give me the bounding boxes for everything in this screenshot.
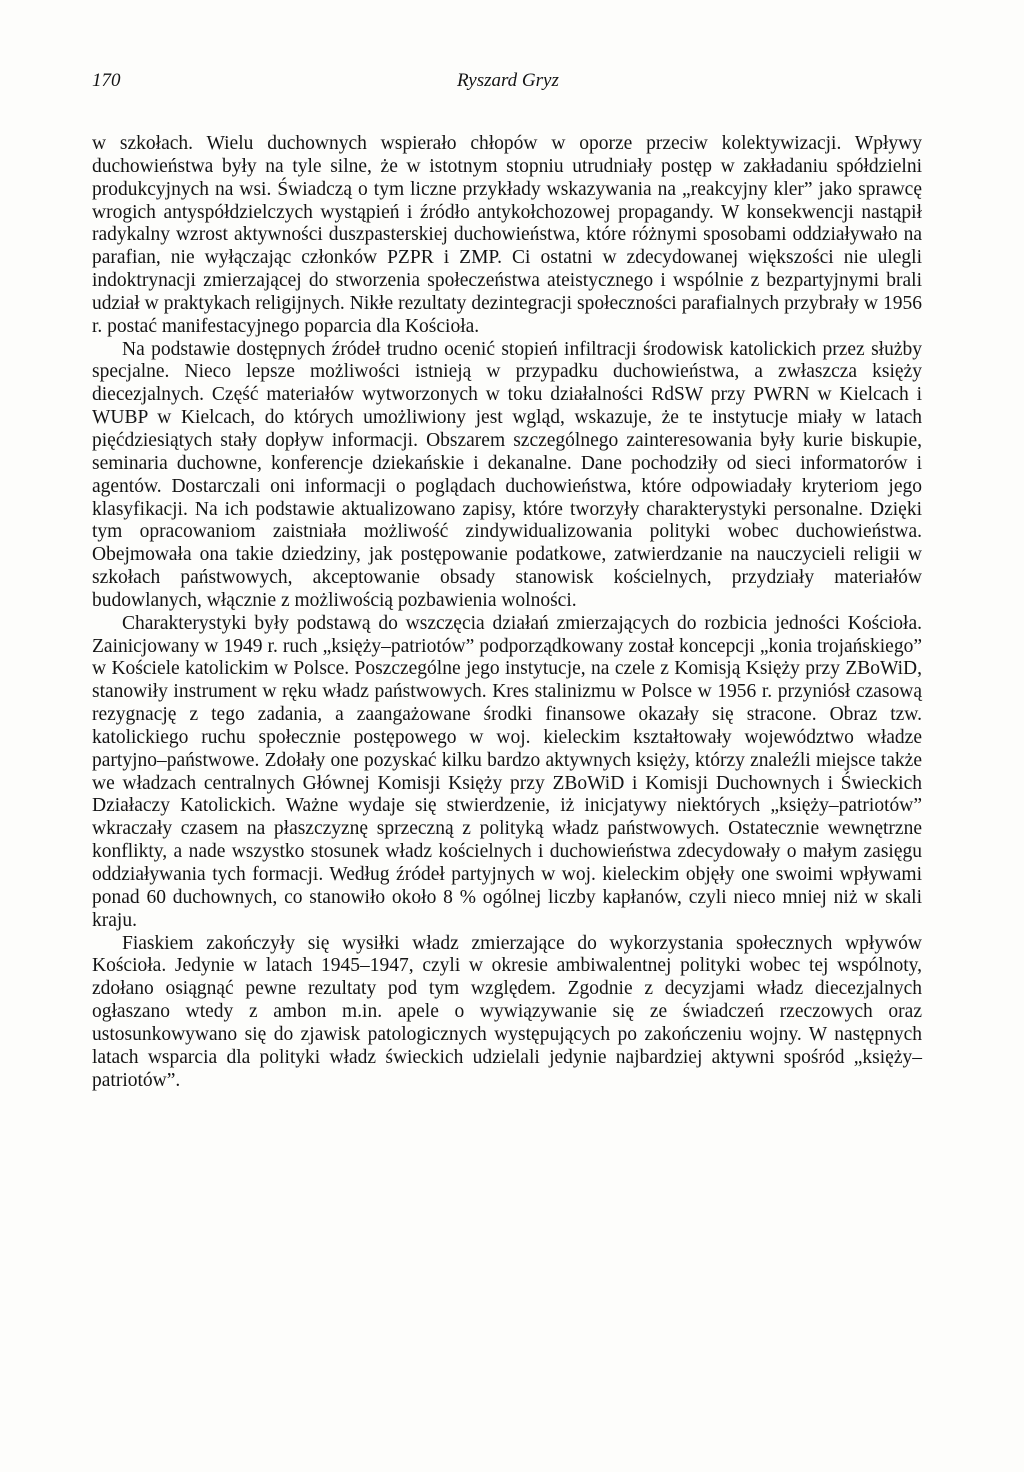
page-header (92, 70, 932, 94)
page-number: 170 (92, 70, 121, 91)
running-head-author: Ryszard Gryz (457, 70, 559, 91)
paragraph-1: w szkołach. Wielu duchownych wspierało chłopów w oporze przeciw kolektywizacji. Wpływy duchowieństwa były na tyle silne, że w istotnym stopniu utrudniały postęp w zakładaniu spółdzielni produkcyjnych na wsi. Świadczą o tym liczne przykłady wskazywania na „reakcyjny kler” jako sprawcę wrogich antyspółdzielczych wystąpień i źródło antykołchozowej propagandy. W konsekwencji nastąpił radykalny wzrost aktywności duszpasterskiej duchowieństwa, które różnymi sposobami oddziaływało na parafian, nie wyłączając członków PZPR i ZMP. Ci ostatni w zdecydowanej większości nie ulegli indoktrynacji zmierzającej do stworzenia społeczeństwa ateistycznego i wspólnie z bezpartyjnymi brali udział w praktykach religijnych. Nikłe rezultaty dezintegracji społeczności parafialnych przybrały w 1956 r. postać manifestacyjnego poparcia dla Kościoła. (92, 133, 922, 337)
paragraph-3: Charakterystyki były podstawą do wszczęcia działań zmierzających do rozbicia jedności Kościoła. Zainicjowany w 1949 r. ruch „księży–patriotów” podporządkowany został koncepcji „konia trojańskiego” w Kościele katolickim w Polsce. Poszczególne jego instytucje, na czele z Komisją Księży przy ZBoWiD, stanowiły instrument w ręku władz państwowych. Kres stalinizmu w Polsce w 1956 r. przyniósł czasową rezygnację z tego zadania, a zaangażowane środki finansowe okazały się stracone. Obraz tzw. katolickiego ruchu społecznie postępowego w woj. kieleckim kształtowały województwo władze partyjno–państwowe. Zdołały one pozyskać kilku bardzo aktywnych księży, którzy znaleźli miejsce także we władzach centralnych Głównej Komisji Księży przy ZBoWiD i Komisji Duchownych i Świeckich Działaczy Katolickich. Ważne wydaje się stwierdzenie, iż inicjatywy niektórych „księży–patriotów” wkraczały czasem na płaszczyznę sprzeczną z polityką władz państwowych. Ostatecznie wewnętrzne konflikty, a nade wszystko stosunek władz kościelnych i duchowieństwa zdecydowały o małym zasięgu oddziaływania tych formacji. Według źródeł partyjnych w woj. kieleckim objęły one swoimi wpływami ponad 60 duchownych, co stanowiło około 8 % ogólnej liczby kapłanów, czyli nieco mniej niż w skali kraju. (92, 612, 922, 931)
paragraph-4: Fiaskiem zakończyły się wysiłki władz zmierzające do wykorzystania społecznych wpływów Kościoła. Jedynie w latach 1945–1947, czyli w okresie ambiwalentnej polityki wobec tej wspólnoty, zdołano osiągnąć pewne rezultaty pod tym względem. Zgodnie z decyzjami władz diecezjalnych ogłaszano wtedy z ambon m.in. apele o wywiązywanie się ze świadczeń rzeczowych oraz ustosunkowywano się do zjawisk patologicznych występujących po zakończeniu wojny. W następnych latach wsparcia dla polityki władz świeckich udzielali jedynie najbardziej aktywni spośród „księży–patriotów”. (92, 932, 922, 1091)
body-text (92, 133, 922, 1092)
paragraph-2: Na podstawie dostępnych źródeł trudno ocenić stopień infiltracji środowisk katolickich przez służby specjalne. Nieco lepsze możliwości istnieją w przypadku duchowieństwa, a zwłaszcza księży diecezjalnych. Część materiałów wytworzonych w toku działalności RdSW przy PWRN w Kielcach i WUBP w Kielcach, do których umożliwiony jest wgląd, wskazuje, że te instytucje miały w latach pięćdziesiątych stały dopływ informacji. Obszarem szczególnego zainteresowania były kurie biskupie, seminaria duchowne, konferencje dziekańskie i dekanalne. Dane pochodziły od sieci informatorów i agentów. Dostarczali oni informacji o poglądach duchowieństwa, które odpowiadały kryteriom jego klasyfikacji. Na ich podstawie aktualizowano zapisy, które tworzyły charakterystyki personalne. Dzięki tym opracowaniom zaistniała możliwość zindywidualizowania polityki wobec duchowieństwa. Obejmowała ona takie dziedziny, jak postępowanie podatkowe, zatwierdzanie na nauczycieli religii w szkołach państwowych, akceptowanie obsady stanowisk kościelnych, przydziały materiałów budowlanych, włącznie z możliwością pozbawienia wolności. (92, 338, 922, 611)
